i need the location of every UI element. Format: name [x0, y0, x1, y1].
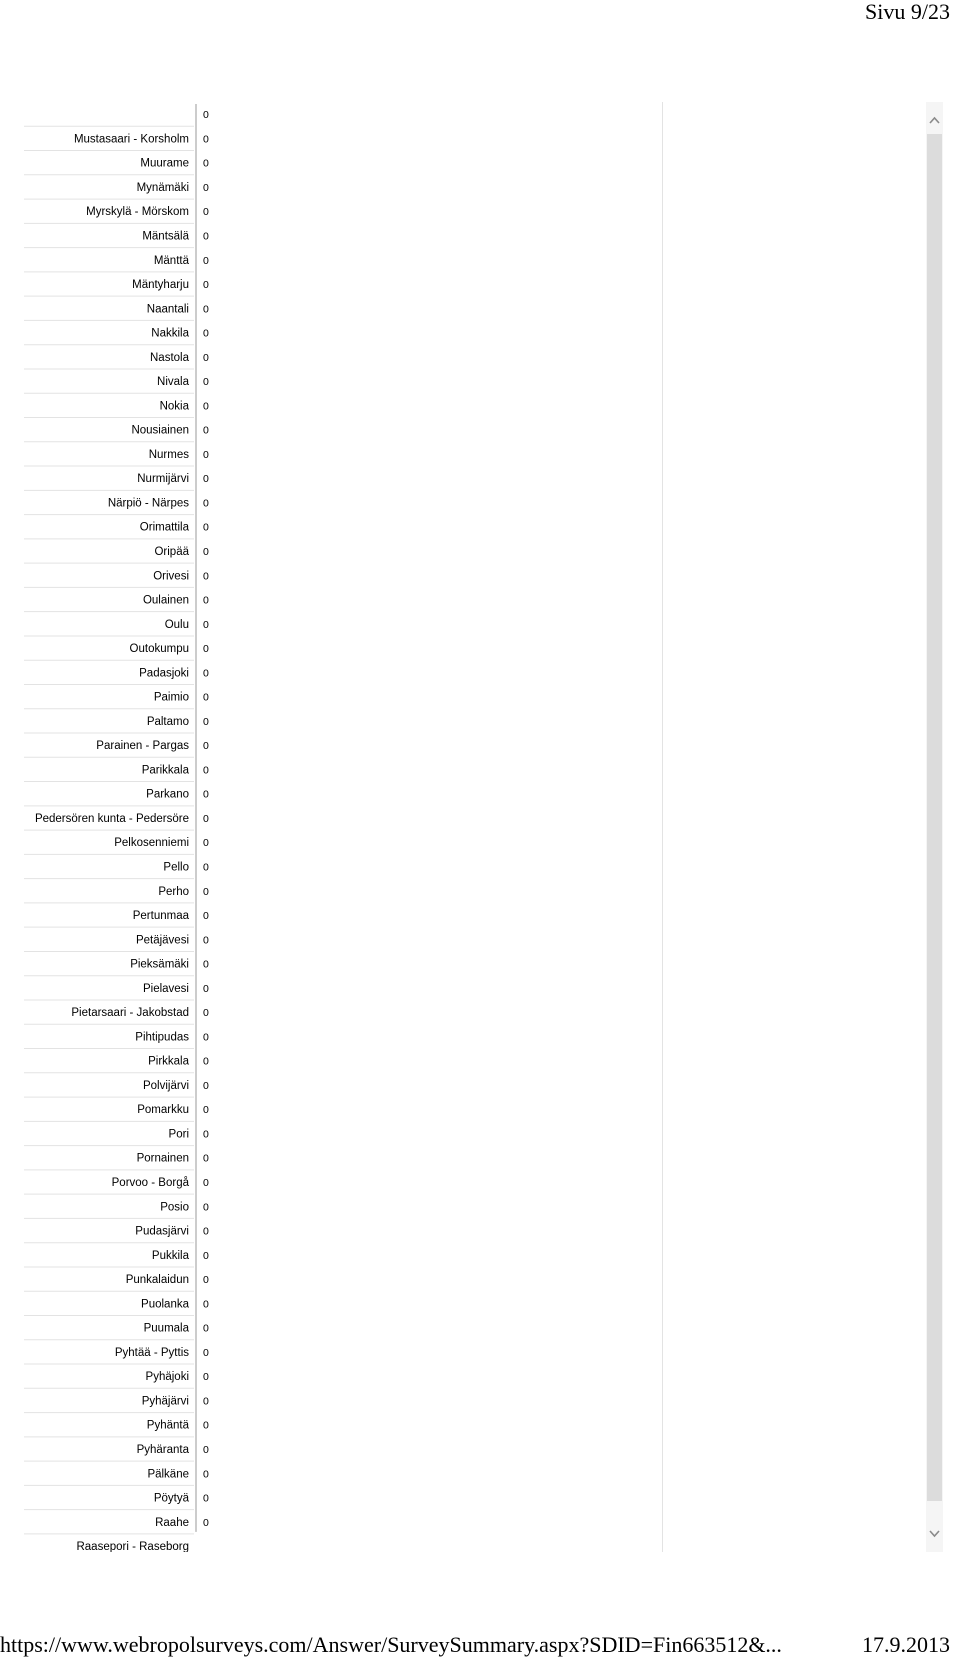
category-label: Oripää: [154, 545, 189, 558]
value-label: 0: [203, 109, 209, 122]
value-label: 0: [203, 1201, 209, 1214]
value-label: 0: [203, 667, 209, 680]
value-label: 0: [203, 1274, 209, 1287]
category-label: Mäntsälä: [142, 230, 189, 243]
category-label: Outokumpu: [129, 643, 189, 656]
category-label: Nousiainen: [131, 424, 189, 437]
category-label: Nokia: [159, 400, 189, 413]
category-label: Parkano: [146, 788, 189, 801]
value-label: 0: [203, 618, 209, 631]
value-label: 0: [203, 279, 209, 292]
value-label: 0: [203, 473, 209, 486]
category-label: Pornainen: [136, 1152, 189, 1165]
value-label: 0: [203, 424, 209, 437]
value-label: 0: [203, 910, 209, 923]
value-label: 0: [203, 982, 209, 995]
value-label: 0: [203, 1104, 209, 1117]
municipality-bar-chart: [24, 102, 662, 1552]
category-label: Parikkala: [141, 764, 189, 777]
category-label: Punkalaidun: [125, 1274, 189, 1287]
category-label: Raasepori - Raseborg: [76, 1541, 189, 1552]
page-number: Sivu 9/23: [865, 0, 950, 24]
value-label: 0: [203, 1492, 209, 1505]
category-label: Posio: [160, 1201, 189, 1214]
category-label: Polvijärvi: [142, 1079, 189, 1092]
category-label: Naantali: [146, 303, 189, 316]
scrollbar-thumb[interactable]: [927, 134, 942, 1501]
value-label: 0: [203, 1177, 209, 1190]
value-label: 0: [203, 1055, 209, 1068]
category-label: Pomarkku: [137, 1104, 189, 1117]
value-label: 0: [203, 643, 209, 656]
category-label: Paimio: [153, 691, 189, 704]
category-label: Paltamo: [146, 715, 189, 728]
category-label: Pyhäntä: [146, 1419, 189, 1432]
value-label: 0: [203, 837, 209, 850]
value-label: 0: [203, 521, 209, 534]
category-label: Puumala: [143, 1322, 189, 1335]
value-label: 0: [203, 861, 209, 874]
category-label: Pedersören kunta - Pedersöre: [34, 812, 189, 825]
value-label: 0: [203, 1298, 209, 1311]
category-label: Oulu: [164, 618, 189, 631]
value-label: 0: [203, 715, 209, 728]
category-label: Närpiö - Närpes: [107, 497, 189, 510]
value-label: 0: [203, 1031, 209, 1044]
category-label: Muurame: [140, 157, 189, 170]
value-label: 0: [203, 691, 209, 704]
category-label: Mustasaari - Korsholm: [73, 133, 189, 146]
value-label: 0: [203, 570, 209, 583]
value-label: 0: [203, 1443, 209, 1456]
value-label: 0: [203, 1225, 209, 1238]
value-label: 0: [203, 181, 209, 194]
category-label: Pöytyä: [153, 1492, 189, 1505]
value-label: 0: [203, 885, 209, 898]
category-label: Pälkäne: [147, 1468, 189, 1481]
category-label: Orimattila: [139, 521, 189, 534]
value-label: 0: [203, 812, 209, 825]
category-label: Pyhtää - Pyttis: [114, 1346, 189, 1359]
category-label: Puolanka: [141, 1298, 189, 1311]
value-label: 0: [203, 400, 209, 413]
value-label: 0: [203, 1079, 209, 1092]
value-label: 0: [203, 351, 209, 364]
value-label: 0: [203, 1249, 209, 1262]
category-label: Pyhäjärvi: [141, 1395, 189, 1408]
footer-url: https://www.webropolsurveys.com/Answer/SurveySummary.aspx?SDID=Fin663512&...: [0, 1632, 782, 1657]
category-label: Oulainen: [142, 594, 189, 607]
category-label: Nastola: [150, 351, 189, 364]
category-label: Pieksämäki: [130, 958, 189, 971]
value-label: 0: [203, 934, 209, 947]
category-label: Pelkosenniemi: [114, 837, 189, 850]
category-label: Mäntyharju: [132, 279, 189, 292]
value-label: 0: [203, 594, 209, 607]
vertical-scrollbar[interactable]: [926, 102, 943, 1552]
category-label: Porvoo - Borgå: [111, 1177, 189, 1190]
category-label: Parainen - Pargas: [96, 740, 189, 753]
category-label: Pello: [163, 861, 189, 874]
category-label: Mänttä: [153, 254, 189, 267]
chevron-up-icon[interactable]: [928, 114, 941, 127]
value-label: 0: [203, 376, 209, 389]
value-label: 0: [203, 1395, 209, 1408]
value-label: 0: [203, 303, 209, 316]
category-label: Pihtipudas: [135, 1031, 189, 1044]
category-label: Pirkkala: [148, 1055, 189, 1068]
value-label: 0: [203, 1007, 209, 1020]
value-label: 0: [203, 497, 209, 510]
value-label: 0: [203, 230, 209, 243]
value-label: 0: [203, 327, 209, 340]
category-label: Petäjävesi: [135, 934, 189, 947]
category-label: Pori: [168, 1128, 189, 1141]
category-label: Perho: [158, 885, 189, 898]
value-label: 0: [203, 740, 209, 753]
value-label: 0: [203, 958, 209, 971]
value-label: 0: [203, 157, 209, 170]
category-label: Nurmes: [148, 448, 189, 461]
category-label: Raahe: [155, 1516, 189, 1529]
value-label: 0: [203, 1468, 209, 1481]
category-label: Pukkila: [151, 1249, 189, 1262]
value-label: 0: [203, 1371, 209, 1384]
category-label: Orivesi: [153, 570, 189, 583]
footer-date: 17.9.2013: [862, 1632, 950, 1657]
category-label: Pyhäranta: [136, 1443, 189, 1456]
value-label: 0: [203, 1322, 209, 1335]
value-label: 0: [203, 254, 209, 267]
category-label: Nakkila: [151, 327, 189, 340]
category-label: Mynämäki: [136, 181, 189, 194]
category-label: Nivala: [157, 376, 189, 389]
chevron-down-icon[interactable]: [928, 1527, 941, 1540]
value-label: 0: [203, 1419, 209, 1432]
value-label: 0: [203, 1128, 209, 1141]
value-label: 0: [203, 133, 209, 146]
category-label: Pielavesi: [142, 982, 189, 995]
chart-panel: [24, 102, 663, 1552]
category-label: Nurmijärvi: [137, 473, 189, 486]
category-label: Pertunmaa: [132, 910, 189, 923]
category-label: Pietarsaari - Jakobstad: [71, 1007, 189, 1020]
category-label: Myrskylä - Mörskom: [86, 206, 189, 219]
value-label: 0: [203, 545, 209, 558]
category-label: Pudasjärvi: [135, 1225, 189, 1238]
value-label: 0: [203, 764, 209, 777]
category-label: Padasjoki: [139, 667, 189, 680]
value-label: 0: [203, 1346, 209, 1359]
value-label: 0: [203, 1516, 209, 1529]
value-label: 0: [203, 206, 209, 219]
category-label: Pyhäjoki: [145, 1371, 189, 1384]
value-label: 0: [203, 448, 209, 461]
value-label: 0: [203, 1152, 209, 1165]
value-label: 0: [203, 788, 209, 801]
